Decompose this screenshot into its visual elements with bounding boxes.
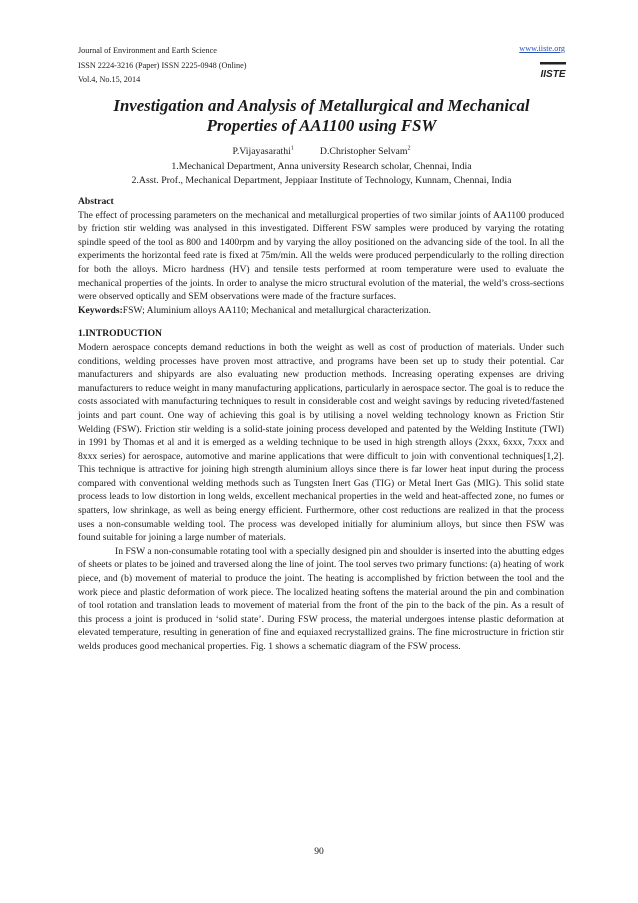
affiliation-2: 2.Asst. Prof., Mechanical Department, Jeppiaar Institute of Technology, Kunnam, Chennai, India xyxy=(131,175,512,186)
author-2-sup: 2 xyxy=(407,145,411,152)
keywords-text: FSW; Aluminium alloys AA110; Mechanical and metallurgical characterization. xyxy=(122,304,431,316)
iiste-logo-icon xyxy=(540,62,566,80)
page-number: 90 xyxy=(314,846,324,857)
journal-issn: ISSN 2224-3216 (Paper) ISSN 2225-0948 (Online) xyxy=(78,60,247,70)
author-2: D.Christopher Selvam xyxy=(319,146,408,157)
affiliation-1: 1.Mechanical Department, Anna university Research scholar, Chennai, India xyxy=(171,160,472,172)
paper-title xyxy=(78,96,565,136)
introduction-paragraph-1: Modern aerospace concepts demand reductions in both the weight as well as cost of production of materials. Under such conditions, welding processes have proven most attractive, and programs have been set up to study their potential. Car manufacturers and shipyards are also evaluating new production methods. Increasing operating expenses are driving manufacturers to reduce weight in many manufacturing applications, particularly in aerospace sector. The goal is to reduce the costs associated with manufacturing techniques to result in considerable cost and weight savings by reducing riveted/fastened joints and part count. One way of achieving this goal is by utilising a novel welding technology known as Friction Stir Welding (FSW). Friction stir welding is a solid-state joining process developed and patented by the Welding Institute (TWI) in 1991 by Thomas et al and it is emerged as a welding technique to be used in high strength alloys (2xxx, 6xxx, 7xxx and 8xxx series) for aerospace, automotive and marine applications that were difficult to join with conventional techniques[1,2]. This technique is attractive for joining high strength aluminium alloys since there is far lower heat input during the process compared with conventional welding methods such as Tungsten Inert Gas (TIG) or Metal Inert Gas (MIG). This solid state process leads to low distortion in long welds, excellent mechanical properties in the weld and heat-affected zone, no fumes or spatters, low shrinkage, as well as being energy efficient. Furthermore, other cost reductions are realized in that the process uses a non-consumable welding tool. The process was developed initially for aluminium alloys, but since then FSW was found suitable for joining a large number of materials. xyxy=(78,341,564,544)
keywords-line xyxy=(78,304,564,318)
journal-url-link[interactable]: www.iiste.org xyxy=(519,44,565,53)
title-line-1: Investigation and Analysis of Metallurgical and Mechanical xyxy=(113,96,530,115)
author-names xyxy=(78,145,565,160)
keywords-label: Keywords: xyxy=(78,304,123,316)
paper-body xyxy=(78,195,564,654)
journal-volume: Vol.4, No.15, 2014 xyxy=(78,75,141,84)
author-block xyxy=(78,145,565,189)
journal-name: Journal of Environment and Earth Science xyxy=(78,46,217,55)
author-1: P.Vijayasarathi xyxy=(232,146,291,157)
abstract-text: The effect of processing parameters on the mechanical and metallurgical properties of two similar joints of AA1100 produced by friction stir welding was analysed in this investigated. Different FSW samples were produced by varying the rotating spindle speed of the tool as 800 and 1400rpm and by varying the alloy positioned on the advancing side of the tool. In all the experiments the horizontal feed rate is fixed at 75m/min. All the welds were produced perpendicularly to the rolling direction for both the alloys. Micro hardness (HV) and tensile tests performed at room temperature were used to evaluate the mechanical properties of the joints. In order to analyse the micro structural evolution of the material, the weld’s cross-sections were observed optically and SEM observations were made of the fracture surfaces. xyxy=(78,209,564,303)
introduction-paragraph-2: In FSW a non-consumable rotating tool with a specially designed pin and shoulder is inserted into the abutting edges of sheets or plates to be joined and traversed along the line of joint. The tool serves two primary functions: (a) heating of work piece, and (b) movement of material to produce the joint. The heating is accomplished by friction between the tool and the work piece and plastic deformation of work piece. The localized heating softens the material around the pin and combination of tool rotation and translation leads to movement of material from the front of the pin to the back of the pin. As a result of this process a joint is produced in ‘solid state’. During FSW process, the material undergoes intense plastic deformation at elevated temperature, resulting in generation of fine and equiaxed recrystallized grains. The fine microstructure in friction stir welds produces good mechanical properties. Fig. 1 shows a schematic diagram of the FSW process. xyxy=(78,545,564,652)
author-1-sup: 1 xyxy=(290,145,294,152)
abstract-heading: Abstract xyxy=(78,196,114,207)
svg-text:IISTE: IISTE xyxy=(540,69,566,80)
introduction-heading: 1.INTRODUCTION xyxy=(78,328,162,340)
journal-header xyxy=(78,44,247,88)
title-line-2: Properties of AA1100 using FSW xyxy=(206,116,437,135)
